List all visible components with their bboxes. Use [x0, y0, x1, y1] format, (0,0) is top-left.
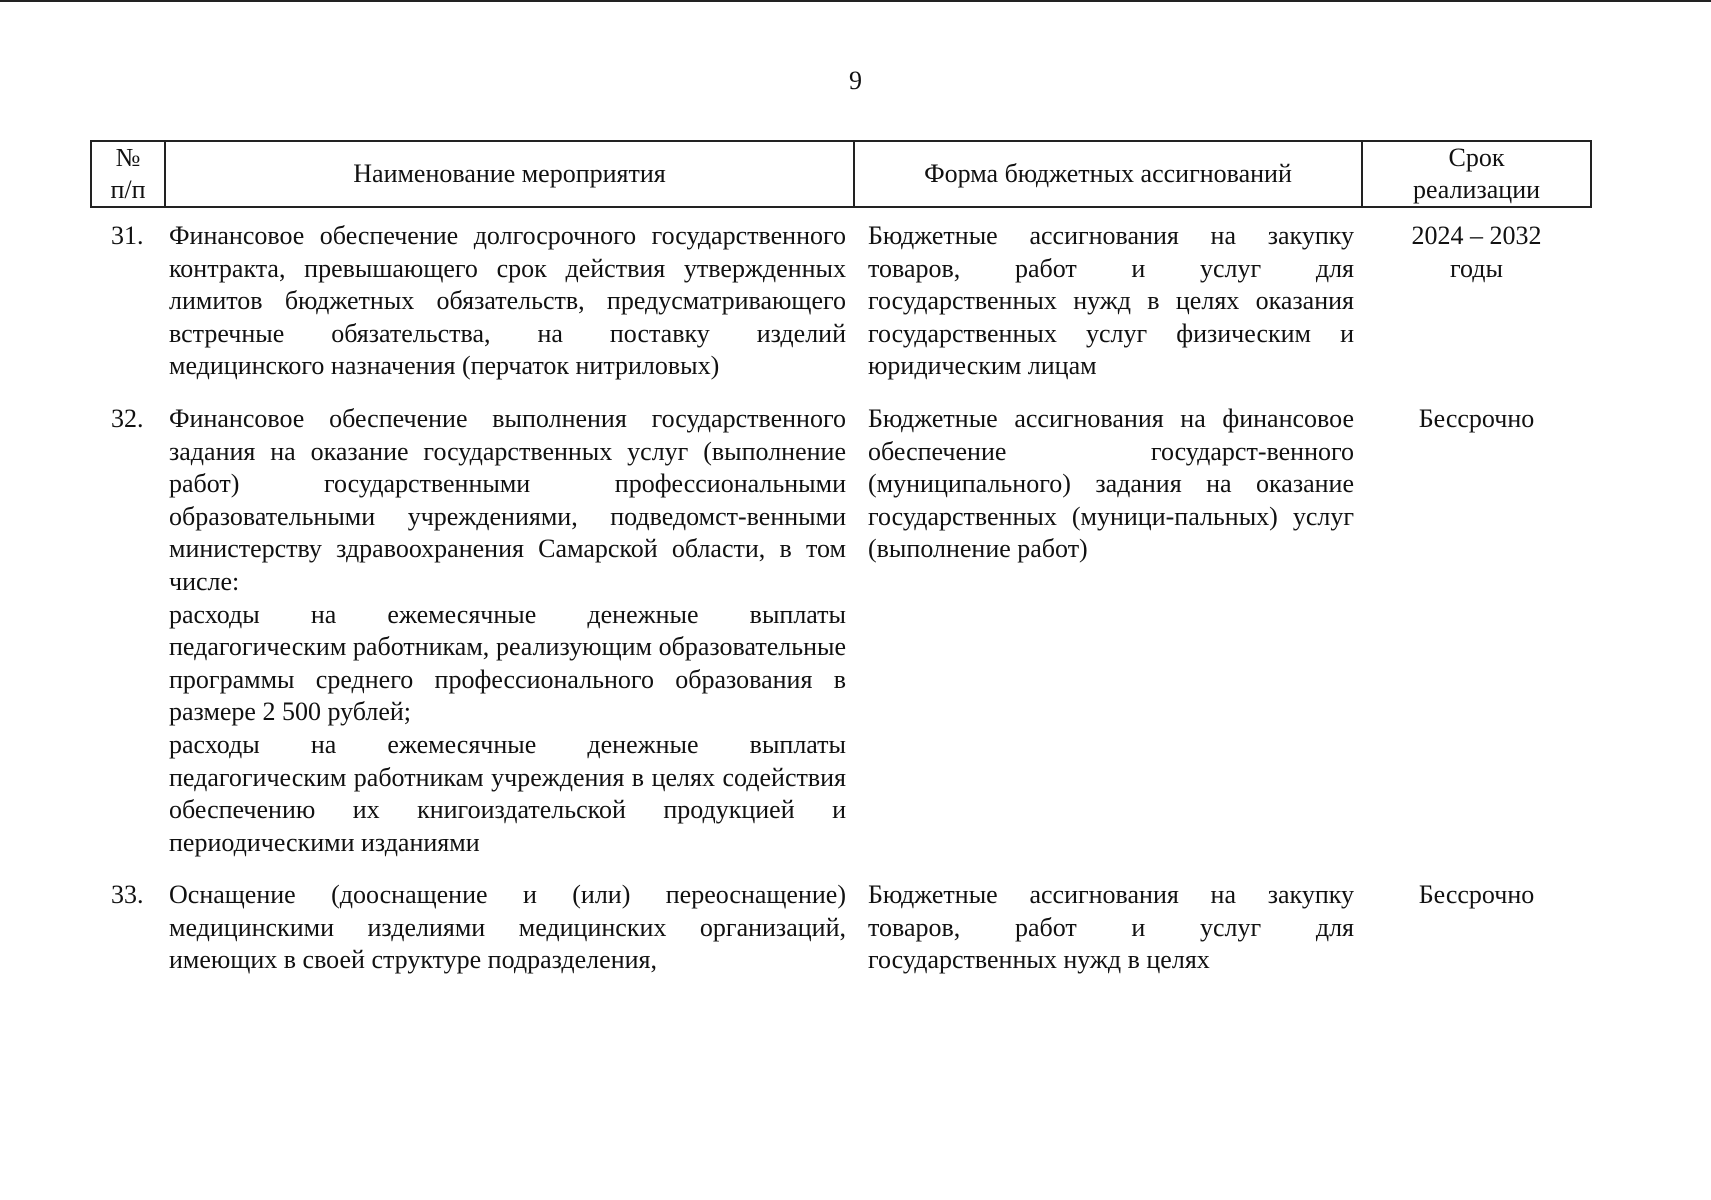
- header-term-line-2: реализации: [1412, 175, 1541, 204]
- measures-table: [90, 140, 1592, 977]
- page-number: 9: [849, 66, 862, 95]
- header-num-line-1: №: [115, 143, 141, 172]
- table-row: [91, 879, 1591, 977]
- top-scan-edge: [0, 0, 1711, 2]
- measure-name: [165, 220, 854, 383]
- measure-paragraph: расходы на ежемесячные денежные выплаты педагогическим работникам учреждения в целях содействия обеспечению их книгоиздательской продукцией и периодическими изданиями: [169, 729, 846, 857]
- term-line-1: 2024 – 2032: [1411, 221, 1542, 250]
- measure-paragraph: расходы на ежемесячные денежные выплаты педагогическим работникам, реализующим образовательные программы среднего профессионального образования в размере 2 500 рублей;: [169, 599, 846, 727]
- term-line-2: годы: [1450, 253, 1503, 283]
- measure-name: [165, 879, 854, 977]
- measure-paragraph: Финансовое обеспечение выполнения государственного задания на оказание государственных услуг (выполнение работ) государственными профессиональными образовательными учреждениями, подведомст-венными министерству здравоохранения Самарской области, в том числе:: [169, 403, 846, 596]
- term-line-1: Бессрочно: [1418, 880, 1535, 910]
- table-body: [91, 207, 1591, 977]
- header-num-line-2: п/п: [110, 175, 146, 204]
- allocation-form: Бюджетные ассигнования на закупку товаров, работ и услуг для государственных нужд в целях: [868, 880, 1354, 975]
- implementation-term: [1362, 879, 1591, 977]
- table-row: [91, 220, 1591, 383]
- term-line-1: Бессрочно: [1418, 403, 1535, 433]
- allocation-form: Бюджетные ассигнования на закупку товаров, работ и услуг для государственных нужд в целях оказания государственных услуг физическим и юридическим лицам: [868, 221, 1354, 381]
- measure-paragraph: Оснащение (дооснащение и (или) переоснащение) медицинскими изделиями медицинских организаций, имеющих в своей структуре подразделения,: [169, 880, 846, 975]
- row-number: 33.: [111, 880, 144, 910]
- allocation-form: Бюджетные ассигнования на финансовое обеспечение государст-венного (муниципального) задания на оказание государственных (муници-пальных) услуг (выполнение работ): [868, 403, 1354, 564]
- table-row: [91, 403, 1591, 859]
- table-header: [91, 141, 1591, 207]
- implementation-term: [1362, 403, 1591, 859]
- header-name: Наименование мероприятия: [165, 141, 854, 207]
- measures-table-container: [90, 140, 1590, 977]
- measure-paragraph: Финансовое обеспечение долгосрочного государственного контракта, превышающего срок действия утвержденных лимитов бюджетных обязательств, предусматривающего встречные обязательства, на поставку изделий медицинского назначения (перчаток нитриловых): [169, 221, 846, 381]
- header-form: Форма бюджетных ассигнований: [854, 141, 1362, 207]
- measure-name: [165, 403, 854, 859]
- header-term: [1362, 141, 1591, 207]
- row-number: 31.: [111, 221, 144, 250]
- header-num: [91, 141, 165, 207]
- row-number: 32.: [111, 403, 144, 433]
- header-term-line-1: Срок: [1448, 143, 1505, 172]
- implementation-term: [1362, 220, 1591, 383]
